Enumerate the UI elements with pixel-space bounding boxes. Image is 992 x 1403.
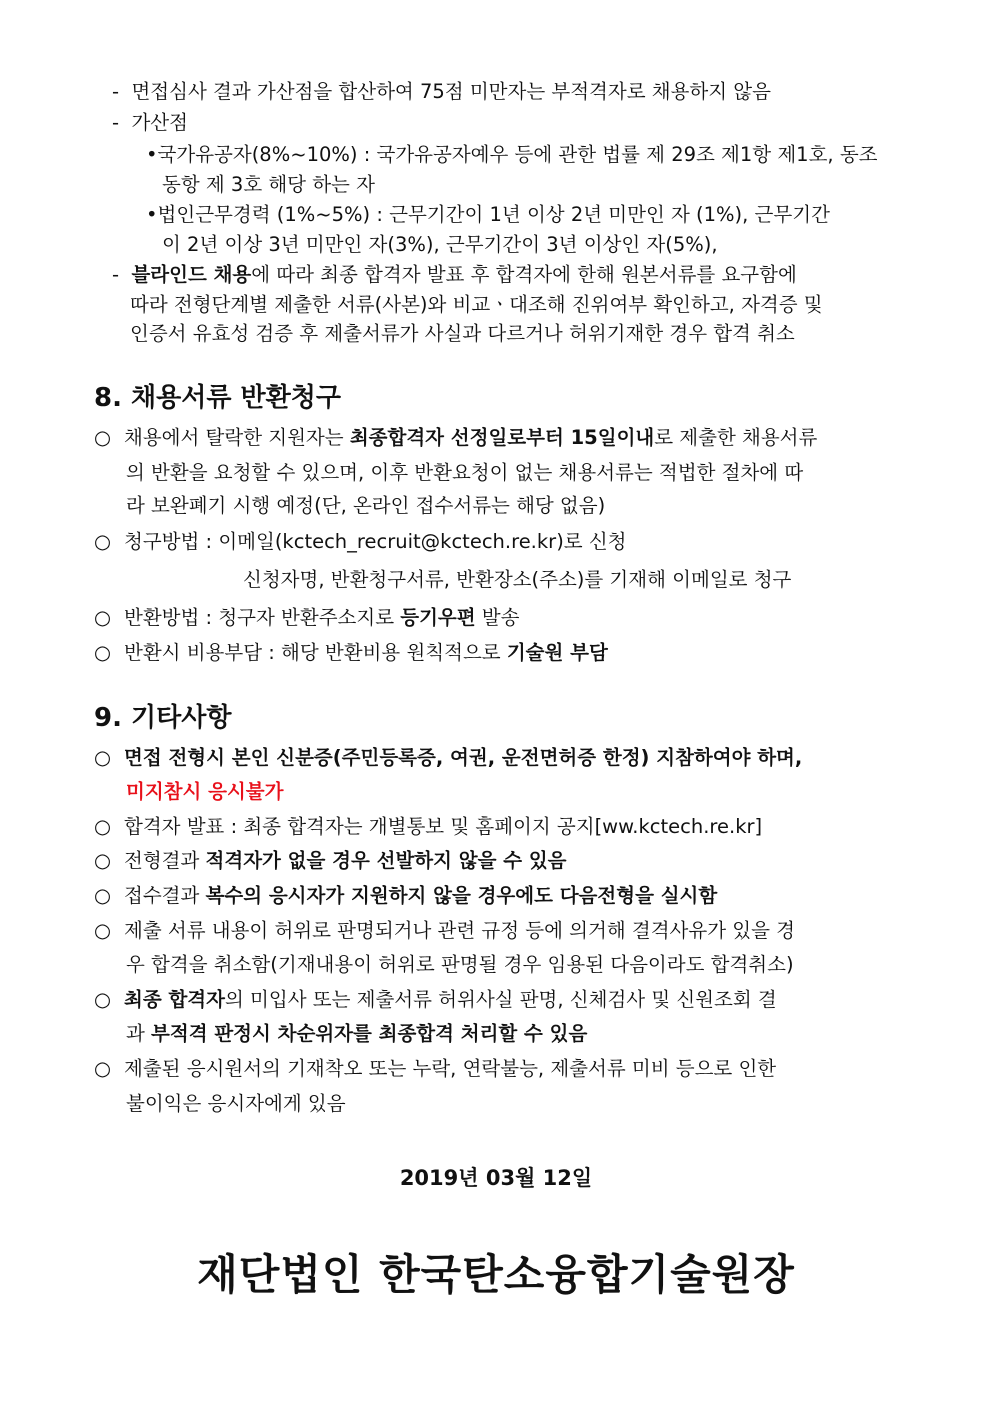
bullet-item: •국가유공자(8%~10%) : 국가유공자예우 등에 관한 법률 제 29조 제1항 제1호, 동조: [146, 143, 878, 166]
document-date: 2019년 03월 12일: [399, 1166, 593, 1190]
section-8-heading: 8. 채용서류 반환청구: [94, 383, 341, 413]
intro-line: - 면접심사 결과 가산점을 합산하여 75점 미만자는 부적격자로 채용하지 않음: [112, 80, 771, 103]
warning-text: 미지참시 응시불가: [126, 780, 284, 803]
bullet-item-cont: 이 2년 이상 3년 미만인 자(3%), 근무기간이 3년 이상인 자(5%),: [162, 233, 718, 256]
bullet-item: •법인근무경력 (1%~5%) : 근무기간이 1년 이상 2년 미만인 자 (1%), 근무기간: [146, 203, 830, 226]
list-item: ○ 최종 합격자의 미입사 또는 제출서류 허위사실 판명, 신체검사 및 신원조회 결: [94, 988, 777, 1011]
issuer-signature: 재단법인 한국탄소융합기술원장: [197, 1250, 795, 1299]
blind-hiring-note-cont: 따라 전형단계별 제출한 서류(사본)와 비교ㆍ대조해 진위여부 확인하고, 자격증 및: [130, 293, 823, 316]
list-item-cont: 과 부적격 판정시 차순위자를 최종합격 처리할 수 있음: [126, 1022, 588, 1045]
list-item: ○ 청구방법 : 이메일(kctech_recruit@kctech.re.kr)로 신청: [94, 530, 627, 553]
list-item: ○ 반환방법 : 청구자 반환주소지로 등기우편 발송: [94, 606, 520, 629]
list-item: ○ 제출된 응시원서의 기재착오 또는 누락, 연락불능, 제출서류 미비 등으로 인한: [94, 1057, 777, 1080]
list-item: ○ 전형결과 적격자가 없을 경우 선발하지 않을 수 있음: [94, 849, 567, 872]
list-item: ○ 채용에서 탈락한 지원자는 최종합격자 선정일로부터 15일이내로 제출한 채용서류: [94, 426, 818, 449]
blind-hiring-note-cont: 인증서 유효성 검증 후 제출서류가 사실과 다르거나 허위기재한 경우 합격 취소: [130, 322, 795, 345]
list-item-cont: 의 반환을 요청할 수 있으며, 이후 반환요청이 없는 채용서류는 적법한 절차에 따: [126, 461, 804, 484]
intro-line: - 가산점: [112, 111, 188, 134]
list-item-cont: 불이익은 응시자에게 있음: [126, 1092, 346, 1115]
list-item-cont: 신청자명, 반환청구서류, 반환장소(주소)를 기재해 이메일로 청구: [243, 568, 792, 591]
list-item: ○ 접수결과 복수의 응시자가 지원하지 않을 경우에도 다음전형을 실시함: [94, 884, 718, 907]
list-item-cont: 우 합격을 취소함(기재내용이 허위로 판명될 경우 임용된 다음이라도 합격취소): [126, 953, 794, 976]
list-item: ○ 합격자 발표 : 최종 합격자는 개별통보 및 홈페이지 공지[ww.kctech.re.kr]: [94, 815, 763, 838]
list-item: ○ 제출 서류 내용이 허위로 판명되거나 관련 규정 등에 의거해 결격사유가 있을 경: [94, 919, 795, 942]
list-item: ○ 반환시 비용부담 : 해당 반환비용 원칙적으로 기술원 부담: [94, 641, 608, 664]
bullet-item-cont: 동항 제 3호 해당 하는 자: [162, 173, 375, 196]
list-item: ○ 면접 전형시 본인 신분증(주민등록증, 여권, 운전면허증 한정) 지참하여야 하며,: [94, 746, 803, 769]
section-9-heading: 9. 기타사항: [94, 703, 232, 733]
list-item-cont: 라 보완폐기 시행 예정(단, 온라인 접수서류는 해당 없음): [126, 494, 606, 517]
blind-hiring-note: - 블라인드 채용에 따라 최종 합격자 발표 후 합격자에 한해 원본서류를 요구함에: [112, 263, 797, 286]
